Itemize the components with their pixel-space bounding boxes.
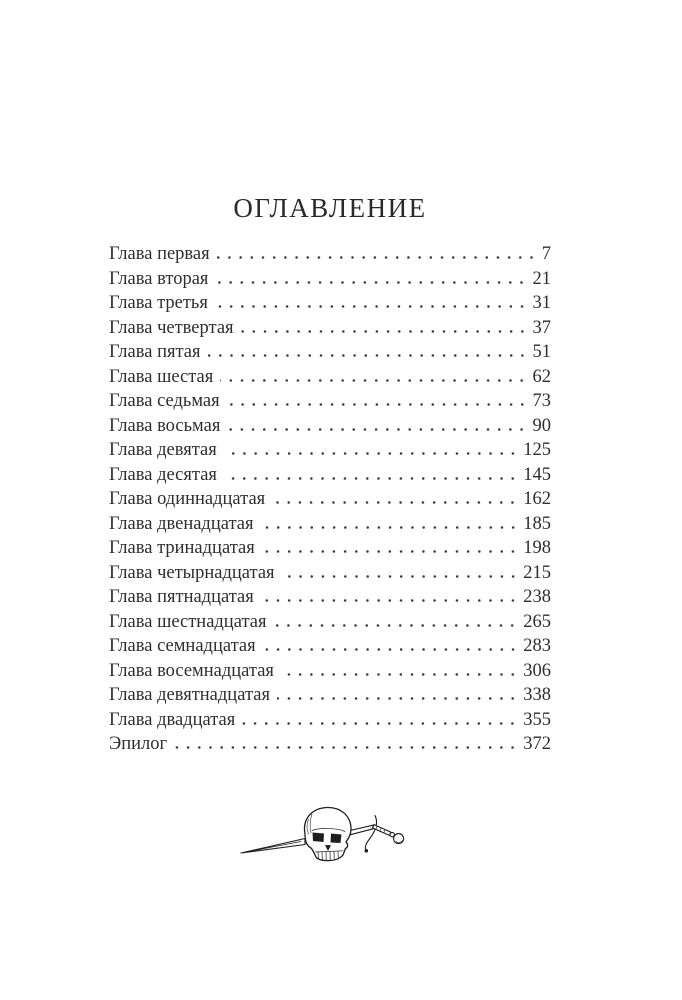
- dot-leader: [281, 673, 518, 676]
- dot-leader: [215, 281, 527, 284]
- page-number: 62: [532, 366, 551, 387]
- toc-entry: [109, 489, 551, 514]
- chapter-label: Глава девятая: [109, 440, 217, 460]
- chapter-label: Глава четырнадцатая: [109, 562, 275, 583]
- dot-leader: [217, 256, 537, 259]
- dot-leader: [262, 550, 519, 553]
- dot-leader: [227, 428, 527, 431]
- chapter-label: Глава девятнадцатая: [109, 685, 270, 705]
- chapter-label: Глава двадцатая: [109, 709, 236, 730]
- dot-leader: [277, 697, 518, 700]
- toc-entry: [109, 734, 551, 759]
- chapter-label: Глава пятнадцатая: [109, 587, 254, 607]
- toc-entry: [109, 514, 551, 539]
- dot-leader: [261, 526, 519, 529]
- toc-entry: [109, 538, 551, 563]
- dot-leader: [282, 575, 519, 578]
- chapter-label: Эпилог: [109, 734, 168, 754]
- dot-leader: [224, 452, 519, 455]
- skull-sword-illustration: [235, 800, 405, 875]
- chapter-label: Глава четвертая: [109, 317, 234, 338]
- chapter-label: Глава семнадцатая: [109, 636, 256, 656]
- toc-entry: [109, 661, 551, 686]
- toc-entry: [109, 318, 551, 343]
- page-number: 145: [523, 464, 551, 485]
- chapter-label: Глава пятая: [109, 342, 201, 362]
- chapter-label: Глава третья: [109, 293, 208, 313]
- dot-leader: [242, 722, 518, 725]
- toc-entry: [109, 636, 551, 661]
- page-number: 283: [523, 636, 551, 656]
- toc-entry: [109, 342, 551, 367]
- dot-leader: [174, 746, 518, 749]
- page-number: 215: [523, 562, 551, 583]
- page-number: 265: [523, 611, 551, 632]
- chapter-label: Глава вторая: [109, 268, 209, 289]
- page-number: 7: [541, 244, 551, 264]
- chapter-label: Глава шестая: [109, 366, 214, 387]
- table-of-contents: [109, 244, 551, 759]
- dot-leader: [224, 477, 518, 480]
- chapter-label: Глава двенадцатая: [109, 513, 254, 534]
- page-number: 37: [532, 317, 551, 338]
- chapter-label: Глава десятая: [109, 464, 217, 485]
- dot-leader: [272, 501, 518, 504]
- toc-entry: [109, 440, 551, 465]
- page-title: ОГЛАВЛЕНИЕ: [233, 193, 427, 223]
- page-number: 51: [532, 342, 551, 362]
- chapter-label: Глава восемнадцатая: [109, 660, 274, 681]
- chapter-label: Глава восьмая: [109, 415, 221, 436]
- chapter-label: Глава шестнадцатая: [109, 611, 267, 632]
- toc-entry: [109, 293, 551, 318]
- dot-leader: [215, 305, 528, 308]
- dot-leader: [261, 599, 518, 602]
- chapter-label: Глава тринадцатая: [109, 538, 255, 558]
- page-number: 338: [523, 685, 551, 705]
- page-number: 90: [532, 415, 551, 436]
- page-number: 31: [532, 293, 551, 313]
- toc-entry: [109, 416, 551, 441]
- toc-entry: [109, 269, 551, 294]
- page-number: 372: [523, 734, 551, 754]
- dot-leader: [263, 648, 519, 651]
- dot-leader: [220, 379, 527, 382]
- skull-pierced-by-rapier-icon: [235, 800, 405, 875]
- toc-entry: [109, 367, 551, 392]
- dot-leader: [227, 403, 528, 406]
- toc-entry: [109, 710, 551, 735]
- chapter-label: Глава седьмая: [109, 391, 220, 411]
- dot-leader: [273, 624, 518, 627]
- toc-entry: [109, 465, 551, 490]
- page-number: 73: [532, 391, 551, 411]
- page-number: 21: [532, 268, 551, 289]
- dot-leader: [241, 330, 528, 333]
- page-number: 306: [523, 660, 551, 681]
- toc-entry: [109, 587, 551, 612]
- page-number: 162: [523, 489, 551, 509]
- toc-entry: [109, 563, 551, 588]
- toc-entry: [109, 244, 551, 269]
- chapter-label: Глава одиннадцатая: [109, 489, 266, 509]
- toc-entry: [109, 612, 551, 637]
- toc-entry: [109, 391, 551, 416]
- page-number: 238: [523, 587, 551, 607]
- page-number: 185: [523, 513, 551, 534]
- dot-leader: [208, 354, 528, 357]
- toc-entry: [109, 685, 551, 710]
- page-number: 355: [523, 709, 551, 730]
- page-number: 198: [523, 538, 551, 558]
- page-number: 125: [523, 440, 551, 460]
- chapter-label: Глава первая: [109, 244, 210, 264]
